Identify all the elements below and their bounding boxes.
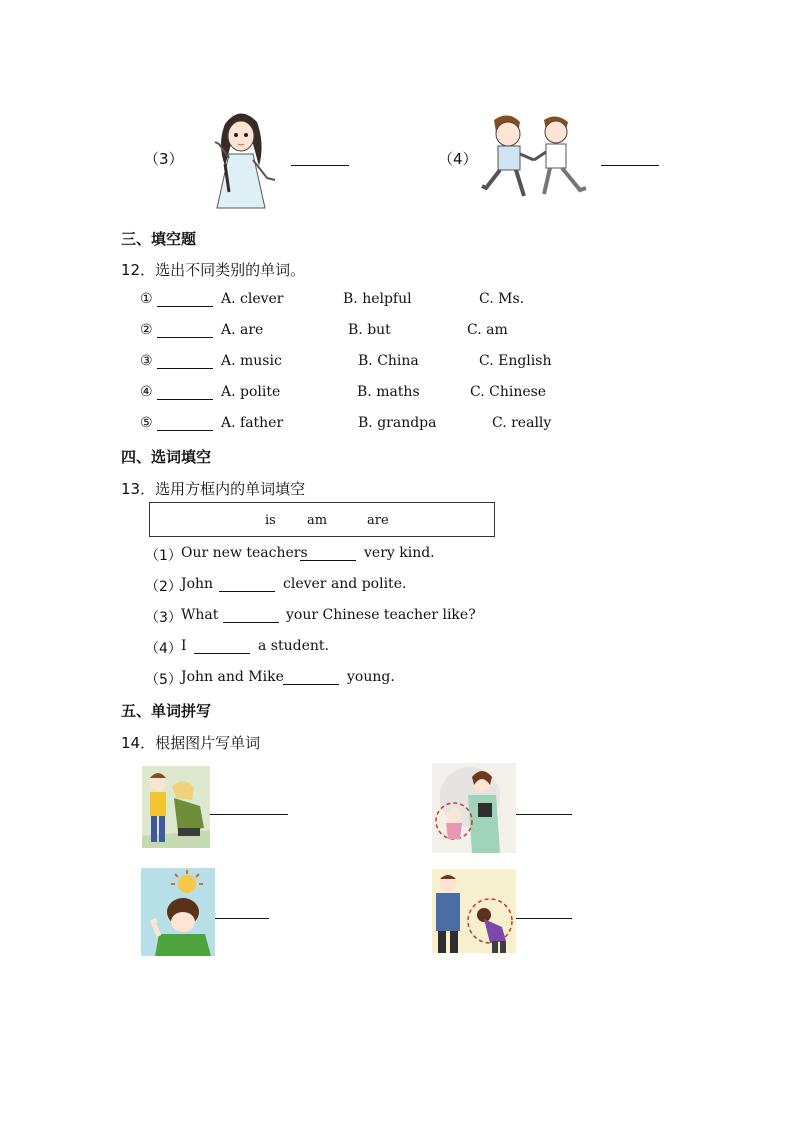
- q12-row-number: ①: [140, 291, 153, 307]
- q13-text-before: What: [181, 607, 219, 623]
- q12-option-b: B. but: [348, 322, 391, 338]
- q12-option-a: A. polite: [221, 384, 281, 400]
- q12-option-c: C. really: [492, 415, 552, 431]
- helpful-boy-picture: [142, 766, 210, 848]
- q13-answer-line[interactable]: [223, 622, 279, 623]
- q13-text-after: very kind.: [364, 545, 435, 561]
- q12-prompt: 12．选出不同类别的单词。: [121, 261, 306, 279]
- word-box: [149, 502, 495, 537]
- q12-option-c: C. English: [479, 353, 552, 369]
- q12-option-b: B. China: [358, 353, 419, 369]
- q13-prompt: 13．选用方框内的单词填空: [121, 480, 306, 498]
- q13-text-before: John and Mike: [181, 669, 284, 685]
- item-4-answer-line[interactable]: [601, 165, 659, 166]
- word-box-word: is: [265, 513, 276, 528]
- q12-answer-line[interactable]: [157, 337, 213, 338]
- q12-option-b: B. maths: [357, 384, 420, 400]
- q13-item-label: （1）: [145, 548, 182, 564]
- q12-option-a: A. father: [221, 415, 284, 431]
- q13-item-label: （4）: [145, 641, 182, 657]
- section-3-heading: 三、填空题: [121, 230, 197, 248]
- q12-answer-line[interactable]: [157, 399, 213, 400]
- q13-answer-line[interactable]: [219, 591, 275, 592]
- word-box-word: are: [367, 513, 389, 528]
- q13-text-after: your Chinese teacher like?: [286, 607, 476, 623]
- q13-item-label: （5）: [145, 672, 182, 688]
- q12-answer-line[interactable]: [157, 430, 213, 431]
- item-4-label: （4）: [438, 150, 478, 168]
- word-box-word: am: [307, 513, 328, 528]
- q14-prompt: 14．根据图片写单词: [121, 734, 261, 752]
- item-3-label: （3）: [144, 150, 184, 168]
- q13-text-before: Our new teachers: [181, 545, 308, 561]
- boys-shaking-hands-picture: [472, 110, 594, 204]
- q12-answer-line[interactable]: [157, 306, 213, 307]
- q12-row-number: ④: [140, 384, 153, 400]
- mother-child-picture: [432, 763, 516, 853]
- q13-item-label: （3）: [145, 610, 182, 626]
- clever-boy-picture: [141, 868, 215, 956]
- q12-row-number: ②: [140, 322, 153, 338]
- q13-answer-line[interactable]: [194, 653, 250, 654]
- q12-answer-line[interactable]: [157, 368, 213, 369]
- q12-row-number: ③: [140, 353, 153, 369]
- q13-text-after: young.: [347, 669, 395, 685]
- q13-answer-line[interactable]: [300, 560, 356, 561]
- section-4-heading: 四、选词填空: [121, 448, 212, 466]
- q13-item-label: （2）: [145, 579, 182, 595]
- q12-option-b: B. grandpa: [358, 415, 437, 431]
- q14-answer-line-4[interactable]: [516, 918, 572, 919]
- q14-answer-line-3[interactable]: [215, 918, 269, 919]
- q12-option-c: C. am: [467, 322, 508, 338]
- girl-picture: [195, 104, 285, 210]
- q13-text-before: John: [181, 576, 214, 592]
- q12-option-c: C. Chinese: [470, 384, 547, 400]
- q12-option-a: A. are: [221, 322, 264, 338]
- q13-text-after: clever and polite.: [283, 576, 407, 592]
- section-5-heading: 五、单词拼写: [121, 702, 212, 720]
- q14-answer-line-1[interactable]: [210, 814, 288, 815]
- q12-option-a: A. clever: [221, 291, 284, 307]
- q12-row-number: ⑤: [140, 415, 153, 431]
- q13-answer-line[interactable]: [283, 684, 339, 685]
- q13-text-after: a student.: [258, 638, 329, 654]
- item-3-answer-line[interactable]: [291, 165, 349, 166]
- q12-option-a: A. music: [221, 353, 282, 369]
- q12-option-c: C. Ms.: [479, 291, 525, 307]
- q12-option-b: B. helpful: [343, 291, 412, 307]
- polite-boy-picture: [432, 869, 516, 953]
- q14-answer-line-2[interactable]: [516, 814, 572, 815]
- q13-text-before: I: [181, 638, 187, 654]
